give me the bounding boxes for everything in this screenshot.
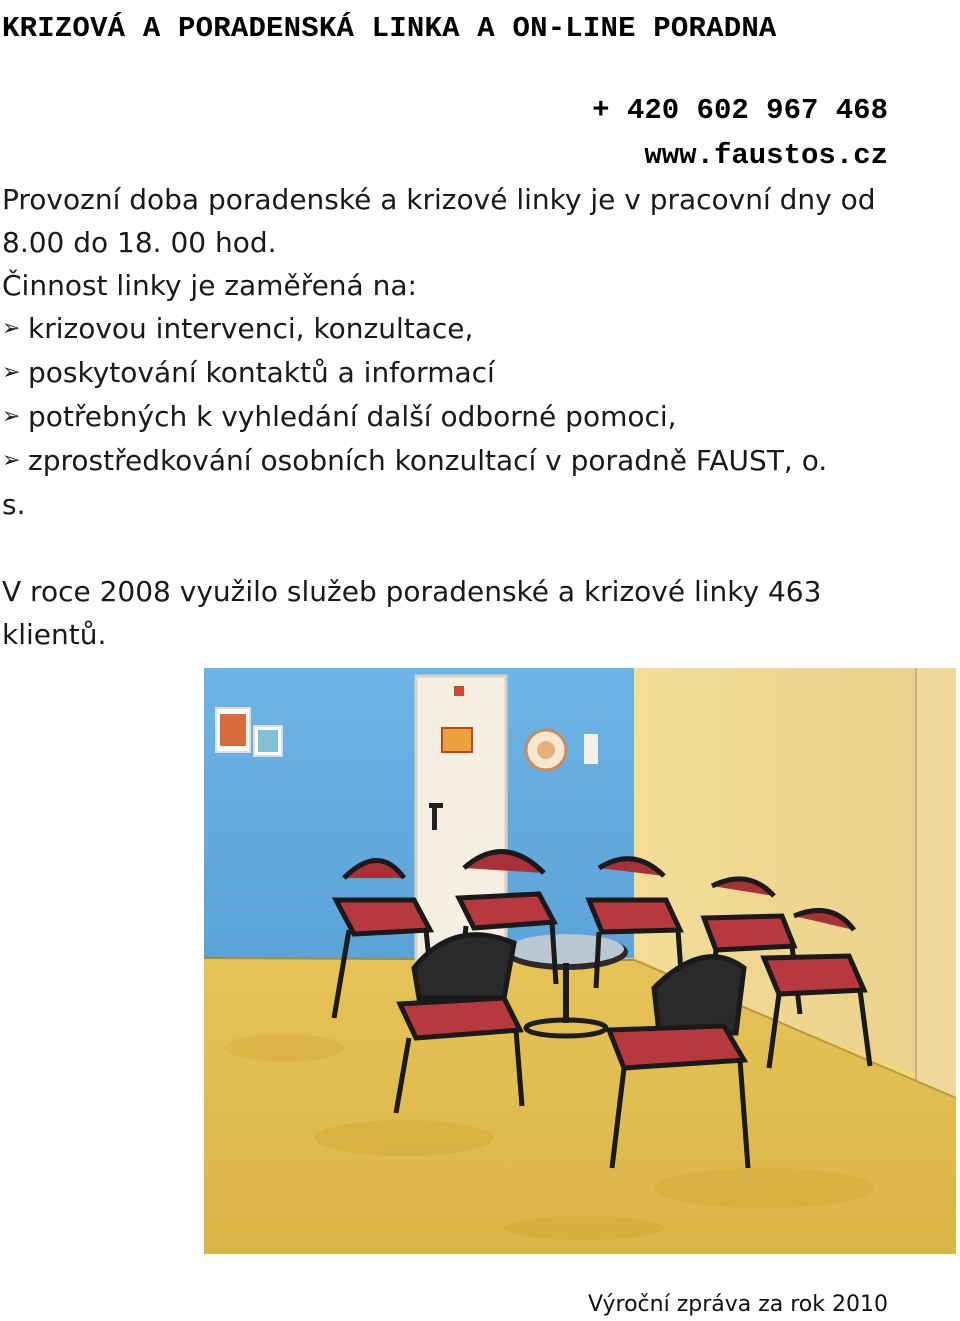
list-item <box>2 395 902 439</box>
list-item <box>2 439 902 527</box>
counseling-room-photo <box>204 668 956 1254</box>
arrow-bullet-icon: ➢ <box>2 448 21 473</box>
footer-annual-report: Výroční zpráva za rok 2010 <box>588 1292 888 1317</box>
list-item-text: krizovou intervenci, konzultace, <box>28 312 474 345</box>
focus-intro-text: Činnost linky je zaměřená na: <box>2 269 417 302</box>
arrow-bullet-icon: ➢ <box>2 316 21 341</box>
list-item <box>2 351 902 395</box>
services-list <box>2 307 902 527</box>
list-item-text: poskytování kontaktů a informací <box>28 356 495 389</box>
page-heading: KRIZOVÁ A PORADENSKÁ LINKA A ON-LINE PORADNA <box>2 12 777 45</box>
list-item-text: potřebných k vyhledání další odborné pomoci, <box>28 400 677 433</box>
arrow-bullet-icon: ➢ <box>2 360 21 385</box>
list-item <box>2 307 902 351</box>
contact-phone: + 420 602 967 468 <box>592 94 888 127</box>
arrow-bullet-icon: ➢ <box>2 404 21 429</box>
clients-statistic-text: V roce 2008 využilo služeb poradenské a krizové linky 463 klientů. <box>2 575 822 651</box>
operating-hours-text: Provozní doba poradenské a krizové linky je v pracovní dny od 8.00 do 18. 00 hod. <box>2 183 876 259</box>
list-item-continuation: s. <box>2 488 26 521</box>
list-item-text: zprostředkování osobních konzultací v poradně FAUST, o. <box>28 444 828 477</box>
contact-website: www.faustos.cz <box>644 139 888 172</box>
